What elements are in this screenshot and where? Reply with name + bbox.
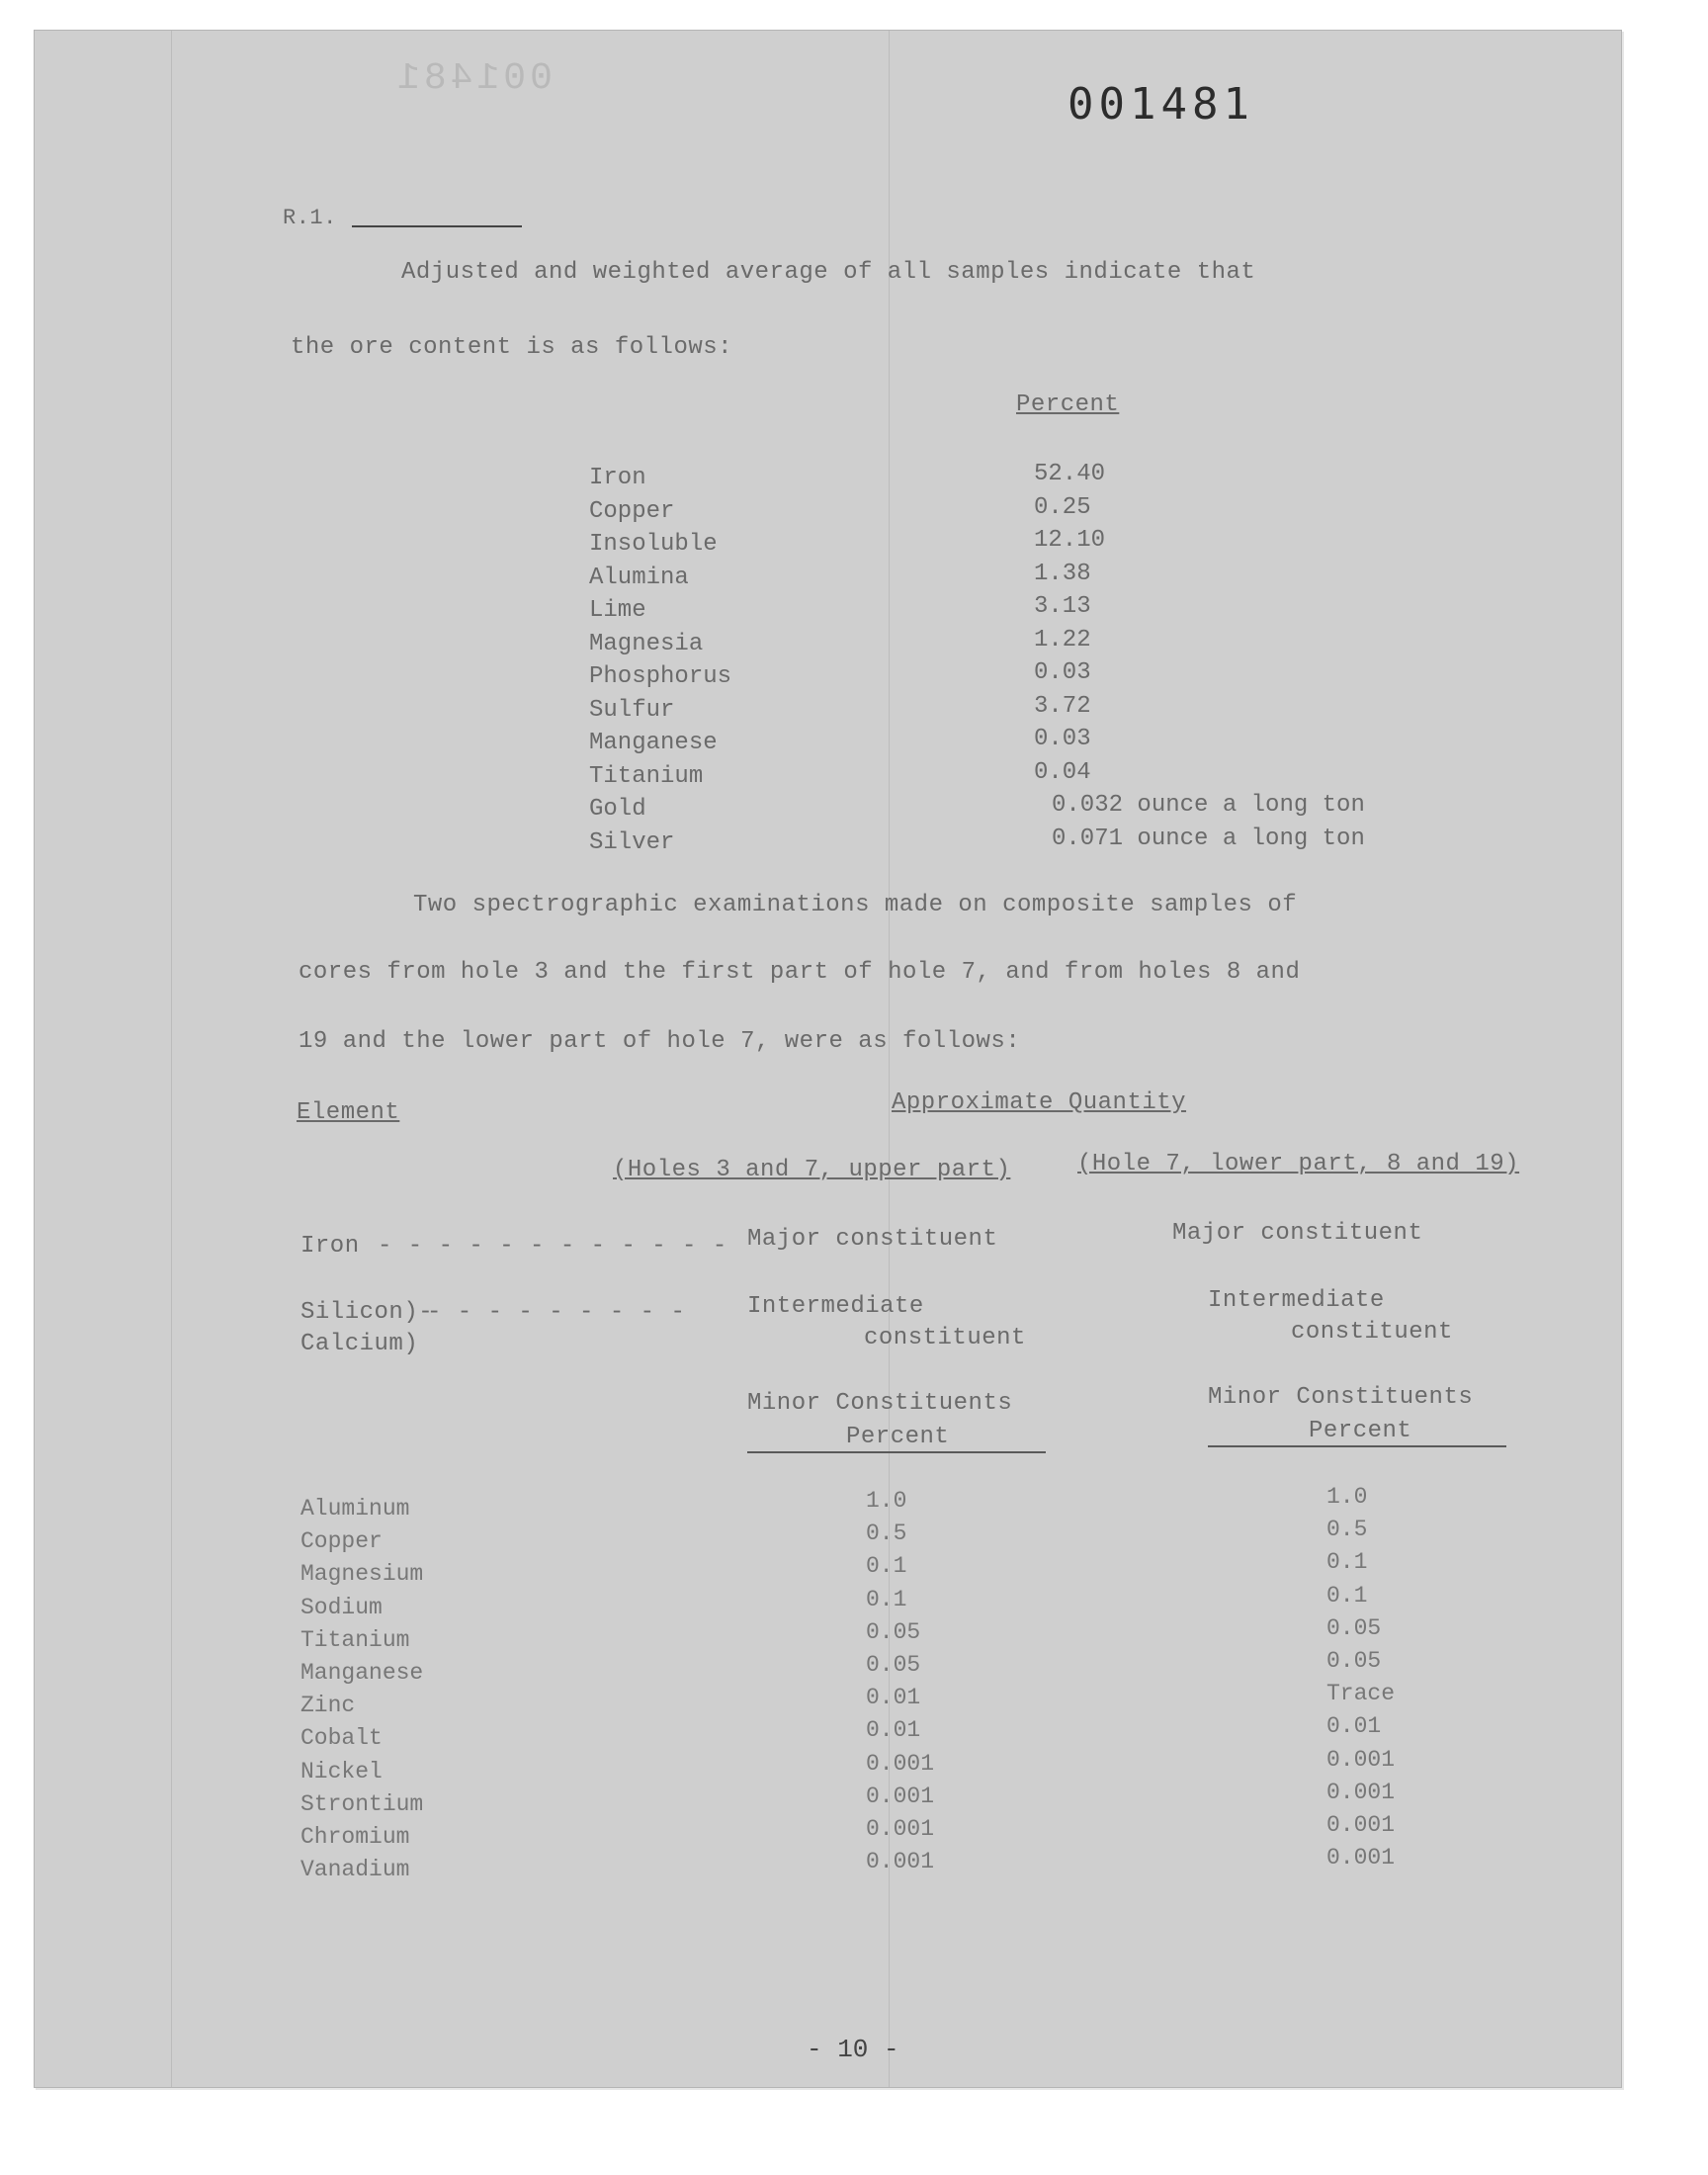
ore-value: 12.10 [1034,527,1106,554]
ore-table-header: Percent [1016,392,1120,418]
ore-item: Alumina [589,564,689,591]
ore-item: Manganese [589,730,718,756]
spectro-col2-value: 0.001 [1326,1779,1396,1805]
minor-col2-percent: Percent [1309,1418,1412,1444]
calcium-label: Calcium) [300,1331,419,1357]
intro-line-1: Adjusted and weighted average of all samples indicate that [401,259,1256,286]
silicon-col1-line1: Intermediate [747,1293,924,1320]
spectro-col1-value: 0.05 [866,1651,921,1678]
col2-holes-header: (Hole 7, lower part, 8 and 19) [1077,1151,1520,1177]
ore-value: 3.13 [1034,593,1091,620]
spectro-col1-value: 0.05 [866,1618,921,1645]
ore-item: Magnesia [589,630,704,657]
spectro-element: Cobalt [300,1725,383,1752]
ore-value: 1.38 [1034,560,1091,587]
spectro-element: Strontium [300,1790,424,1817]
spectro-col2-value: 0.1 [1326,1582,1368,1609]
minor-col2-rule [1208,1445,1506,1447]
ore-item: Titanium [589,762,704,790]
ref-blank-line [352,225,522,227]
iron-col2-value: Major constituent [1172,1220,1423,1247]
silicon-col2-line2: constituent [1291,1319,1453,1346]
ore-item: Lime [589,597,646,624]
spectro-col1-value: 0.1 [866,1586,907,1612]
ore-item: Copper [589,497,675,525]
spectro-col1-value: 0.001 [866,1750,935,1777]
spectro-col2-value: Trace [1326,1681,1396,1707]
ore-value: 0.25 [1034,493,1091,521]
ore-table-items [589,462,731,859]
silicon-leader-dashes: - - - - - - - - - [427,1299,686,1326]
spectro-col1-value: 0.01 [866,1717,921,1744]
ore-item: Sulfur [589,696,675,724]
ore-value: 0.032 ounce a long ton [1052,792,1365,819]
spectro-col1-values [866,1485,934,1878]
spectro-col2-values [1326,1481,1395,1874]
ore-item: Iron [589,465,646,491]
spectro-element: Manganese [300,1659,424,1686]
silicon-col1-line2: constituent [864,1325,1026,1351]
minor-col1-header: Minor Constituents [747,1390,1013,1417]
document-number: 001481 [1068,79,1254,130]
spectro-element: Titanium [300,1626,410,1653]
spectro-col1-value: 0.1 [866,1553,907,1580]
ref-label: R.1. [283,206,337,230]
spectro-col2-value: 0.001 [1326,1811,1396,1838]
spectro-elements [300,1493,423,1886]
approximate-quantity-header: Approximate Quantity [892,1089,1187,1116]
intro-line-2: the ore content is as follows: [291,334,733,361]
spectro-col2-value: 0.001 [1326,1746,1396,1773]
spectro-element: Magnesium [300,1561,424,1588]
silicon-label: Silicon)- [300,1299,434,1326]
ore-table-values [1034,458,1365,855]
spectro-col2-value: 0.5 [1326,1517,1368,1543]
spectro-col1-value: 0.01 [866,1685,921,1711]
ore-value: 52.40 [1034,461,1106,487]
spectro-element: Zinc [300,1693,356,1719]
ore-item: Phosphorus [589,663,732,690]
spectro-intro-line-1: Two spectrographic examinations made on composite samples of [413,892,1298,918]
spectro-element: Chromium [300,1823,410,1850]
spectro-element: Nickel [300,1758,383,1784]
ore-value: 0.071 ounce a long ton [1052,825,1365,852]
bleed-through-number: 001481 [393,57,553,100]
fold-line [171,31,172,2087]
element-column-header: Element [297,1099,400,1126]
spectro-col2-value: 0.05 [1326,1614,1382,1641]
ore-value: 0.04 [1034,758,1091,786]
spectro-col1-value: 0.001 [866,1815,935,1842]
spectro-col2-value: 0.001 [1326,1845,1396,1871]
spectro-col1-value: 0.001 [866,1783,935,1809]
iron-leader-dashes: - - - - - - - - - - - - [378,1233,728,1260]
silicon-col2-line1: Intermediate [1208,1287,1385,1314]
minor-col2-header: Minor Constituents [1208,1384,1474,1411]
spectro-col1-value: 0.5 [866,1521,907,1547]
spectro-col1-value: 0.001 [866,1849,935,1875]
ore-value: 0.03 [1034,659,1091,686]
minor-col1-rule [747,1451,1046,1453]
spectro-intro-line-2: cores from hole 3 and the first part of hole 7, and from holes 8 and [299,959,1301,986]
spectro-element: Sodium [300,1594,383,1620]
spectro-element: Aluminum [300,1496,410,1522]
ore-item: Gold [589,796,646,823]
spectro-element: Copper [300,1528,383,1555]
spectro-col2-value: 0.01 [1326,1713,1382,1740]
ore-item: Insoluble [589,531,718,558]
ore-value: 0.03 [1034,726,1091,752]
page-number: - 10 - [807,2035,899,2064]
spectro-col2-value: 0.1 [1326,1549,1368,1576]
ore-value: 3.72 [1034,692,1091,720]
spectro-col1-value: 1.0 [866,1488,907,1514]
iron-label: Iron [300,1233,360,1260]
col1-holes-header: (Holes 3 and 7, upper part) [613,1157,1011,1183]
spectro-col2-value: 0.05 [1326,1647,1382,1674]
spectro-element: Vanadium [300,1857,410,1883]
iron-col1-value: Major constituent [747,1226,998,1253]
spectro-col2-value: 1.0 [1326,1484,1368,1510]
spectro-intro-line-3: 19 and the lower part of hole 7, were as follows: [299,1028,1021,1055]
minor-col1-percent: Percent [846,1424,950,1450]
ore-item: Silver [589,828,675,856]
ore-value: 1.22 [1034,626,1091,653]
